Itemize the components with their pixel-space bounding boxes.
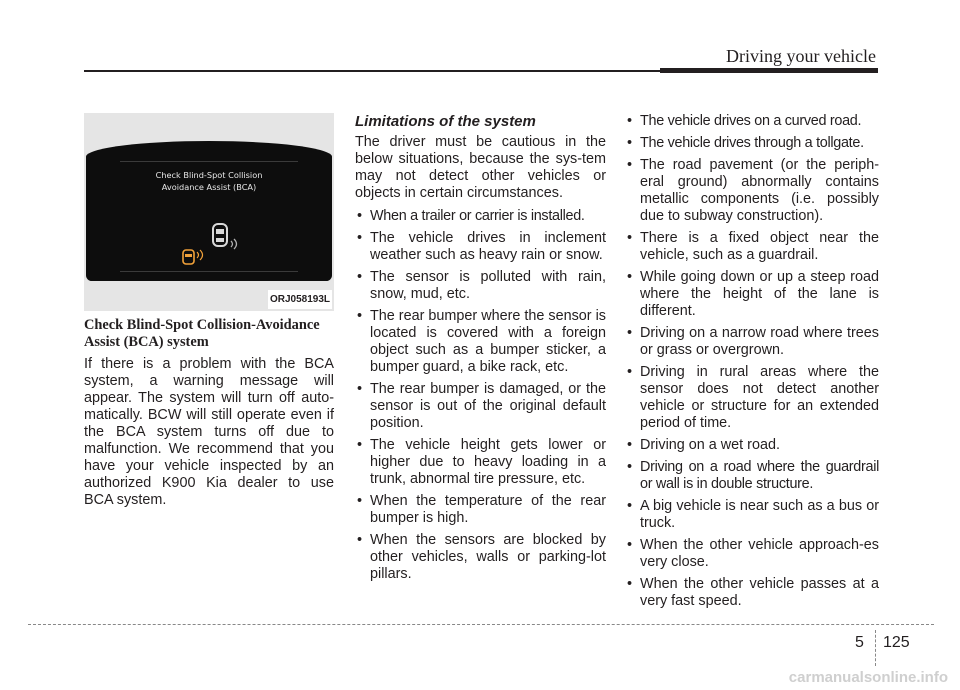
list-item: • The vehicle drives through a tollgate.	[625, 135, 879, 152]
list-item: • The road pavement (or the periph-eral ground) abnormally contains metallic components (i.e. possibly due to subway construction).	[625, 157, 879, 225]
figure-code: ORJ058193L	[268, 290, 332, 309]
chapter-number: 5	[855, 634, 864, 651]
page-number: 125	[883, 634, 910, 651]
column-left	[84, 113, 334, 509]
limitations-title: Limitations of the system	[355, 113, 536, 130]
header-rule	[84, 70, 660, 72]
list-item: • The rear bumper where the sensor is located is covered with a foreign object such as a bumper sticker, a bumper guard, a bike rack, etc.	[355, 308, 606, 376]
list-item: • The vehicle height gets lower or higher due to heavy loading in a trunk, abnormal tire pressure, etc.	[355, 437, 606, 488]
limitations-intro: The driver must be cautious in the below situations, because the sys-tem may not detect other vehicles or objects in certain circumstances.	[355, 134, 606, 201]
section-heading: Check Blind-Spot Collision-Avoidance Assist (BCA) system	[84, 317, 320, 350]
list-item: • Driving on a wet road.	[625, 437, 879, 454]
list-item: • When the temperature of the rear bumper is high.	[355, 493, 606, 527]
list-item: • The sensor is polluted with rain, snow, mud, etc.	[355, 269, 606, 303]
list-item: • Driving on a narrow road where trees or grass or overgrown.	[625, 325, 879, 359]
list-item: • When the sensors are blocked by other vehicles, walls or parking-lot pillars.	[355, 532, 606, 583]
list-item: • While going down or up a steep road where the height of the lane is different.	[625, 269, 879, 320]
column-middle	[355, 113, 606, 588]
list-item: • A big vehicle is near such as a bus or truck.	[625, 498, 879, 532]
watermark: carmanualsonline.info	[788, 669, 948, 686]
limitations-list-continued	[625, 113, 879, 610]
list-item: • Driving in rural areas where the sensor does not detect another vehicle or structure for an extended period of time.	[625, 364, 879, 432]
cluster-display	[86, 141, 332, 281]
display-message-line1: Check Blind-Spot Collision	[155, 170, 263, 180]
display-divider-bottom	[120, 271, 298, 272]
running-header: Driving your vehicle	[726, 46, 876, 66]
section-paragraph: If there is a problem with the BCA system, a warning message will appear. The system will turn off auto-matically. BCW will still operate even if the BCA system turns off due to malfunction. We recommend that you have your vehicle inspected by an authorized K900 Kia dealer to use BCA system.	[84, 356, 334, 508]
display-message-line2: Avoidance Assist (BCA)	[161, 182, 257, 192]
list-item: • When a trailer or carrier is installed.	[355, 208, 606, 225]
bca-car-icon	[86, 141, 332, 281]
footer-rule	[28, 624, 934, 625]
list-item: • When the other vehicle passes at a very fast speed.	[625, 576, 879, 610]
column-right	[625, 113, 879, 615]
page-number-divider	[875, 630, 876, 666]
list-item: • The vehicle drives on a curved road.	[625, 113, 879, 130]
list-item: • When the other vehicle approach-es very close.	[625, 537, 879, 571]
list-item: • The rear bumper is damaged, or the sensor is out of the original default position.	[355, 381, 606, 432]
limitations-list	[355, 208, 606, 583]
list-item: • Driving on a road where the guardrail or wall is in double structure.	[625, 459, 879, 493]
list-item: • The vehicle drives in inclement weather such as heavy rain or snow.	[355, 230, 606, 264]
list-item: • There is a fixed object near the vehicle, such as a guardrail.	[625, 230, 879, 264]
cluster-warning-figure	[84, 113, 334, 311]
header-rule-accent	[660, 68, 878, 73]
